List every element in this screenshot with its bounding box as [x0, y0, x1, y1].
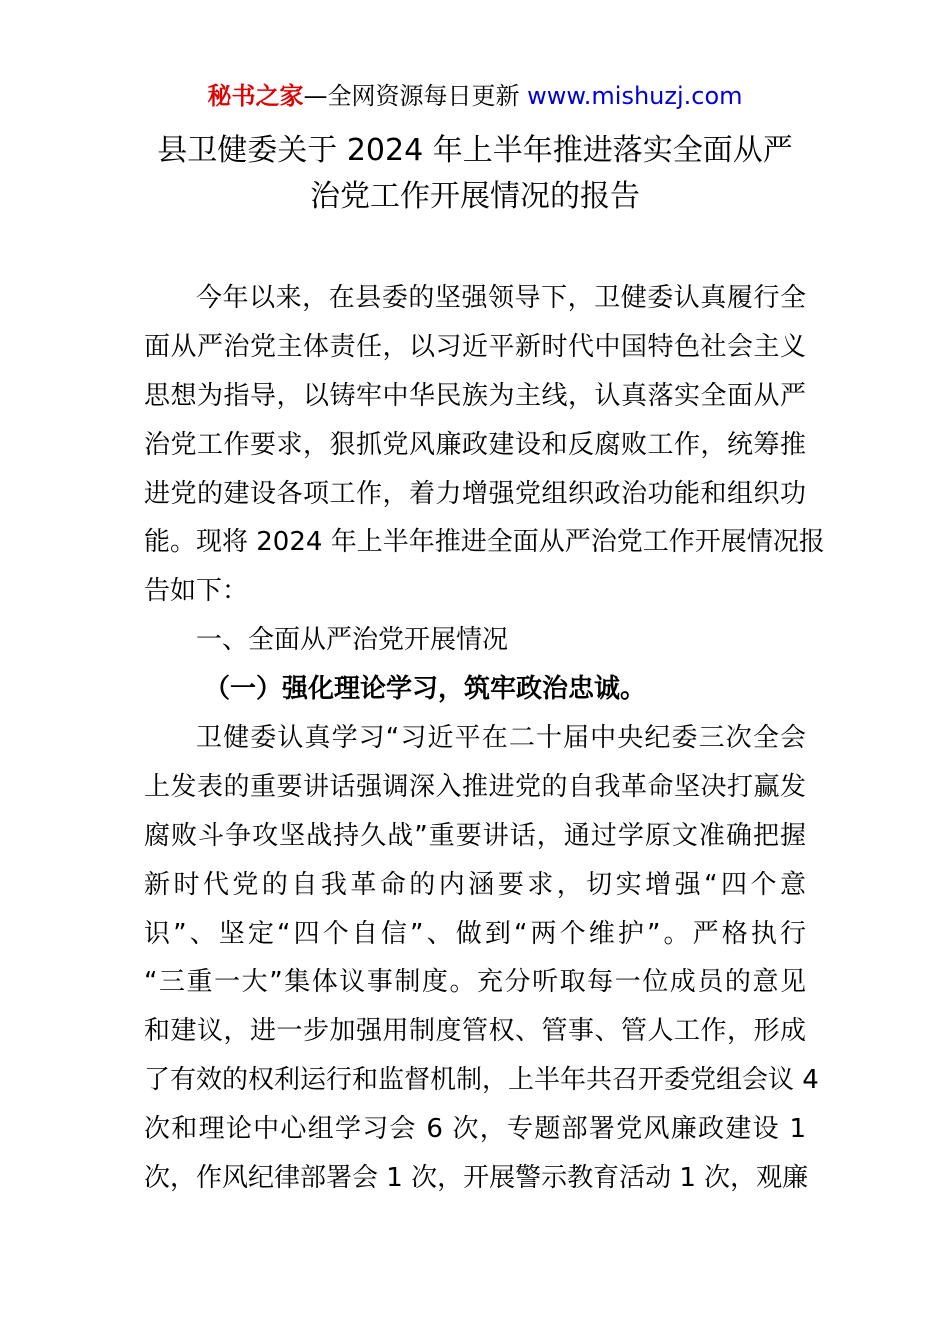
body-paragraph	[144, 714, 819, 1203]
paragraph-line: 思想为指导，以铸牢中华民族为主线，认真落实全面从严	[144, 380, 806, 411]
paragraph-line: 新时代党的自我革命的内涵要求，切实增强“四个意	[144, 869, 806, 900]
paragraph-line: 进党的建设各项工作，着力增强党组织政治功能和组织功	[144, 478, 806, 509]
banner-url-link[interactable]: www.mishuzj.com	[527, 82, 743, 110]
paragraph-line: 能。现将 2024 年上半年推进全面从严治党工作开展情况报	[144, 527, 825, 558]
paragraph-line: 面从严治党主体责任，以习近平新时代中国特色社会主义	[144, 331, 806, 362]
site-banner	[0, 80, 950, 112]
banner-slogan: —全网资源每日更新	[303, 82, 528, 110]
banner-brand: 秘书之家	[207, 82, 304, 110]
paragraph-line: 治党工作要求，狠抓党风廉政建设和反腐败工作，统筹推	[144, 429, 806, 460]
paragraph-line: 次和理论中心组学习会 6 次，专题部署党风廉政建设 1	[144, 1114, 806, 1145]
title-line: 县卫健委关于 2024 年上半年推进落实全面从严	[157, 133, 793, 168]
paragraph-line: 腐败斗争攻坚战持久战”重要讲话，通过学原文准确把握	[144, 820, 806, 851]
paragraph-line: 识”、坚定“四个自信”、做到“两个维护”。严格执行	[144, 918, 806, 949]
paragraph-line: 了有效的权利运行和监督机制，上半年共召开委党组会议 4	[144, 1065, 819, 1096]
intro-paragraph	[144, 274, 825, 616]
paragraph-line: 告如下：	[144, 576, 249, 607]
document-body	[144, 274, 825, 1203]
title-line: 治党工作开展情况的报告	[310, 179, 640, 214]
paragraph-line: “三重一大”集体议事制度。充分听取每一位成员的意见	[144, 967, 806, 998]
paragraph-line: 和建议，进一步加强用制度管权、管事、管人工作，形成	[144, 1016, 806, 1047]
paragraph-line: 今年以来，在县委的坚强领导下，卫健委认真履行全	[196, 283, 806, 313]
paragraph-line: 卫健委认真学习“习近平在二十届中央纪委三次全会	[196, 723, 806, 754]
document-title	[100, 128, 850, 220]
paragraph-line: 次，作风纪律部署会 1 次，开展警示教育活动 1 次，观廉	[144, 1163, 809, 1194]
section-heading: 一、全面从严治党开展情况	[196, 625, 509, 656]
paragraph-line: 上发表的重要讲话强调深入推进党的自我革命坚决打赢发	[144, 771, 806, 802]
subsection-heading: （一）强化理论学习，筑牢政治忠诚。	[204, 674, 647, 705]
